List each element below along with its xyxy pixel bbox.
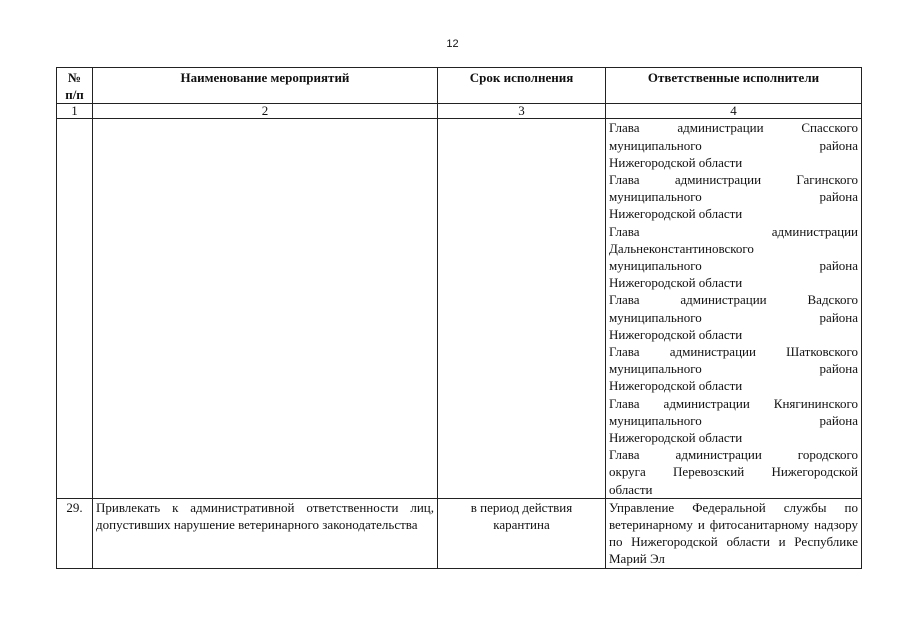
index-cell: 1 xyxy=(57,104,93,119)
responsible-line: Нижегородской области xyxy=(609,206,743,222)
measure-text: Привлекать к административной ответственности лиц, допустивших нарушение ветеринарного законодательства xyxy=(93,498,438,568)
table-row xyxy=(57,119,862,498)
responsible-line: Нижегородской области xyxy=(609,430,743,446)
responsible-line: муниципального района xyxy=(609,412,858,428)
row-number: 29. xyxy=(57,498,93,568)
responsible-line: Глава администрации Вадского xyxy=(609,292,858,308)
responsible-line: Глава администрации городского xyxy=(609,447,858,463)
header-number: № п/п xyxy=(57,68,93,104)
responsible-line: Глава администрации Гагинского xyxy=(609,172,858,188)
index-cell: 2 xyxy=(93,104,438,119)
responsible-line: муниципального района xyxy=(609,309,858,325)
header-responsible: Ответственные исполнители xyxy=(606,68,862,104)
responsible-text: Управление Федеральной службы по ветеринарному и фитосанитарному надзору по Нижегородской области и Республике Марий Эл xyxy=(606,498,862,568)
page-number: 12 xyxy=(446,38,459,50)
responsible-line: Глава администрации xyxy=(609,223,858,239)
table-row xyxy=(57,498,862,568)
continued-name-cell xyxy=(93,119,438,498)
index-cell: 3 xyxy=(438,104,606,119)
responsible-line: муниципального района xyxy=(609,361,858,377)
responsible-line: муниципального района xyxy=(609,258,858,274)
responsible-line: Дальнеконстантиновского xyxy=(609,240,754,256)
measures-table xyxy=(56,67,862,569)
responsible-line: муниципального района xyxy=(609,189,858,205)
index-cell: 4 xyxy=(606,104,862,119)
responsible-line: Глава администрации Шатковского xyxy=(609,344,858,360)
continued-term-cell xyxy=(438,119,606,498)
responsible-line: Глава администрации Спасского xyxy=(609,120,858,136)
continued-number-cell xyxy=(57,119,93,498)
term-text: в период действия карантина xyxy=(438,498,606,568)
responsible-line: Глава администрации Княгининского xyxy=(609,395,858,411)
header-measures: Наименование мероприятий xyxy=(93,68,438,104)
responsible-line: Нижегородской области xyxy=(609,275,743,291)
header-term: Срок исполнения xyxy=(438,68,606,104)
responsible-line: Нижегородской области xyxy=(609,154,743,170)
responsible-line: муниципального района xyxy=(609,137,858,153)
continued-responsible-cell xyxy=(606,119,862,498)
column-index-row xyxy=(57,104,862,119)
responsible-line: Нижегородской области xyxy=(609,378,743,394)
responsible-line: округа Перевозский Нижегородской xyxy=(609,464,858,480)
table-header-row xyxy=(57,68,862,104)
responsible-line: области xyxy=(609,481,653,497)
responsible-line: Нижегородской области xyxy=(609,326,743,342)
